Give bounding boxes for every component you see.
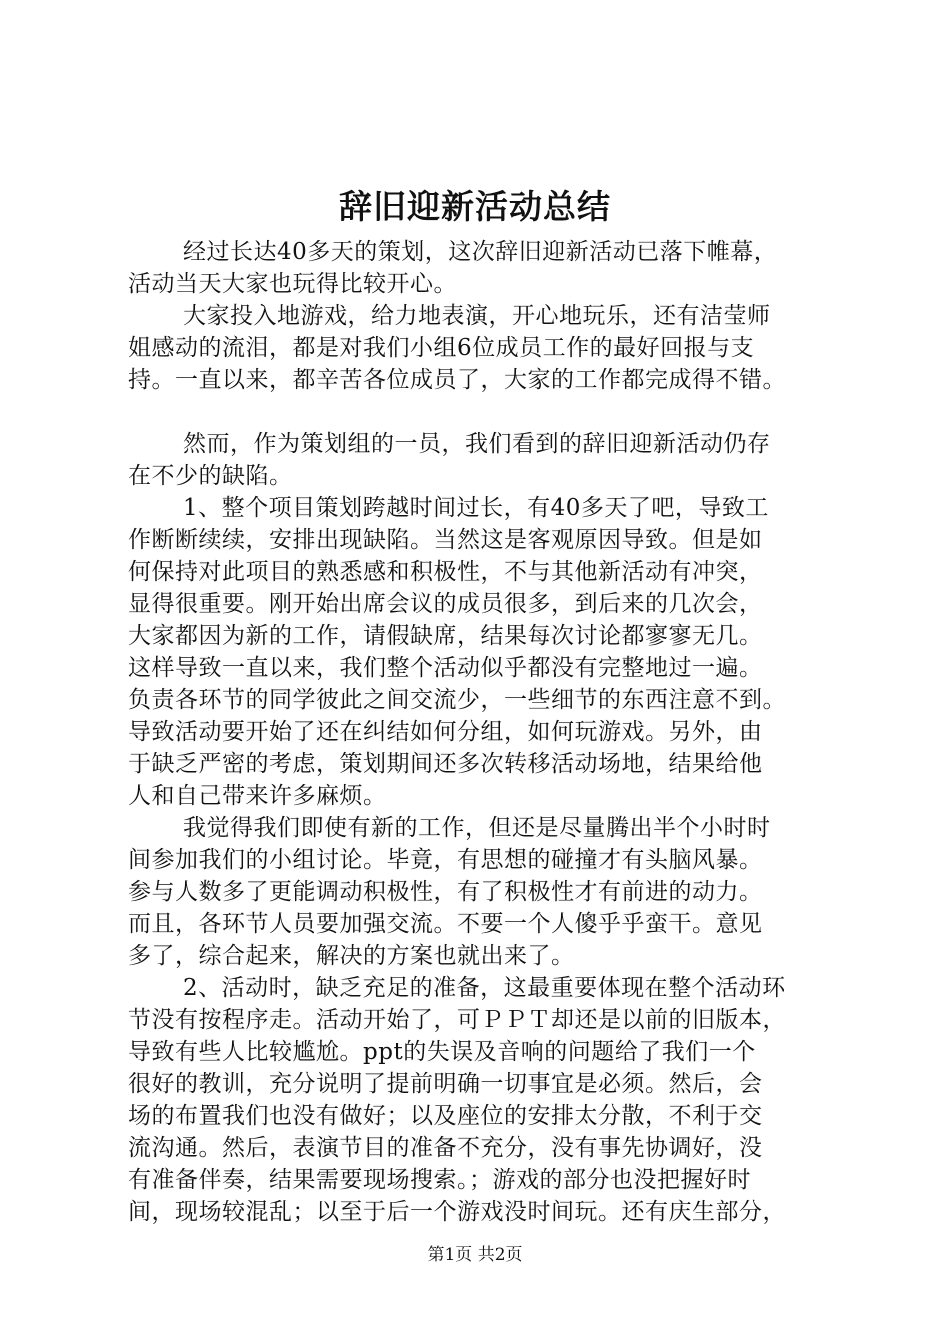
text-line: 1、整个项目策划跨越时间过长，有40多天了吧，导致工 xyxy=(183,495,769,521)
text-line: 然而，作为策划组的一员，我们看到的辞旧迎新活动仍存 xyxy=(183,431,771,457)
text-line: 间，现场较混乱；以至于后一个游戏没时间玩。还有庆生部分， xyxy=(128,1199,786,1225)
text-line: 在不少的缺陷。 xyxy=(128,463,293,489)
text-line: 活动当天大家也玩得比较开心。 xyxy=(128,271,457,297)
text-line: 于缺乏严密的考虑，策划期间还多次转移活动场地，结果给他 xyxy=(128,751,763,777)
document-title: 辞旧迎新活动总结 xyxy=(339,187,611,226)
text-line: 经过长达40多天的策划，这次辞旧迎新活动已落下帷幕， xyxy=(183,239,778,265)
paragraph-6 xyxy=(128,972,848,1228)
text-line: 有准备伴奏，结果需要现场搜索。；游戏的部分也没把握好时 xyxy=(128,1167,751,1193)
paragraph-3 xyxy=(128,428,848,492)
text-line: 节没有按程序走。活动开始了，可ＰＰＴ却还是以前的旧版本， xyxy=(128,1007,786,1033)
page-footer: 第1页 共2页 xyxy=(427,1245,523,1265)
paragraph-2 xyxy=(128,300,848,396)
text-line: 场的布置我们也没有做好；以及座位的安排太分散，不利于交 xyxy=(128,1103,763,1129)
text-line: 大家投入地游戏，给力地表演，开心地玩乐，还有洁莹师 xyxy=(183,303,771,329)
text-line: 姐感动的流泪，都是对我们小组6位成员工作的最好回报与支 xyxy=(128,335,755,361)
paragraph-5 xyxy=(128,812,848,972)
text-line: 导致活动要开始了还在纠结如何分组，如何玩游戏。另外，由 xyxy=(128,719,763,745)
text-line: 这样导致一直以来，我们整个活动似乎都没有完整地过一遍。 xyxy=(128,655,763,681)
text-line: 很好的教训，充分说明了提前明确一切事宜是必须。然后，会 xyxy=(128,1071,763,1097)
text-line: 导致有些人比较尴尬。ppt的失误及音响的问题给了我们一个 xyxy=(128,1039,756,1065)
text-line: 人和自己带来许多麻烦。 xyxy=(128,783,387,809)
text-line: 持。一直以来，都辛苦各位成员了，大家的工作都完成得不错。 xyxy=(128,367,786,393)
text-line: 间参加我们的小组讨论。毕竟，有思想的碰撞才有头脑风暴。 xyxy=(128,847,763,873)
text-line: 显得很重要。刚开始出席会议的成员很多，到后来的几次会， xyxy=(128,591,763,617)
text-line: 2、活动时，缺乏充足的准备，这最重要体现在整个活动环 xyxy=(183,975,786,1001)
blank-line xyxy=(128,396,848,428)
text-line: 多了，综合起来，解决的方案也就出来了。 xyxy=(128,943,575,969)
text-line: 我觉得我们即使有新的工作，但还是尽量腾出半个小时时 xyxy=(183,815,771,841)
text-line: 流沟通。然后，表演节目的准备不充分，没有事先协调好，没 xyxy=(128,1135,763,1161)
text-line: 何保持对此项目的熟悉感和积极性，不与其他新活动有冲突， xyxy=(128,559,763,585)
text-line: 参与人数多了更能调动积极性，有了积极性才有前进的动力。 xyxy=(128,879,763,905)
paragraph-4 xyxy=(128,492,848,812)
document-body xyxy=(128,236,848,1228)
text-line: 负责各环节的同学彼此之间交流少，一些细节的东西注意不到。 xyxy=(128,687,786,713)
paragraph-1 xyxy=(128,236,848,300)
text-line: 大家都因为新的工作，请假缺席，结果每次讨论都寥寥无几。 xyxy=(128,623,763,649)
text-line: 作断断续续，安排出现缺陷。当然这是客观原因导致。但是如 xyxy=(128,527,763,553)
text-line: 而且，各环节人员要加强交流。不要一个人傻乎乎蛮干。意见 xyxy=(128,911,763,937)
